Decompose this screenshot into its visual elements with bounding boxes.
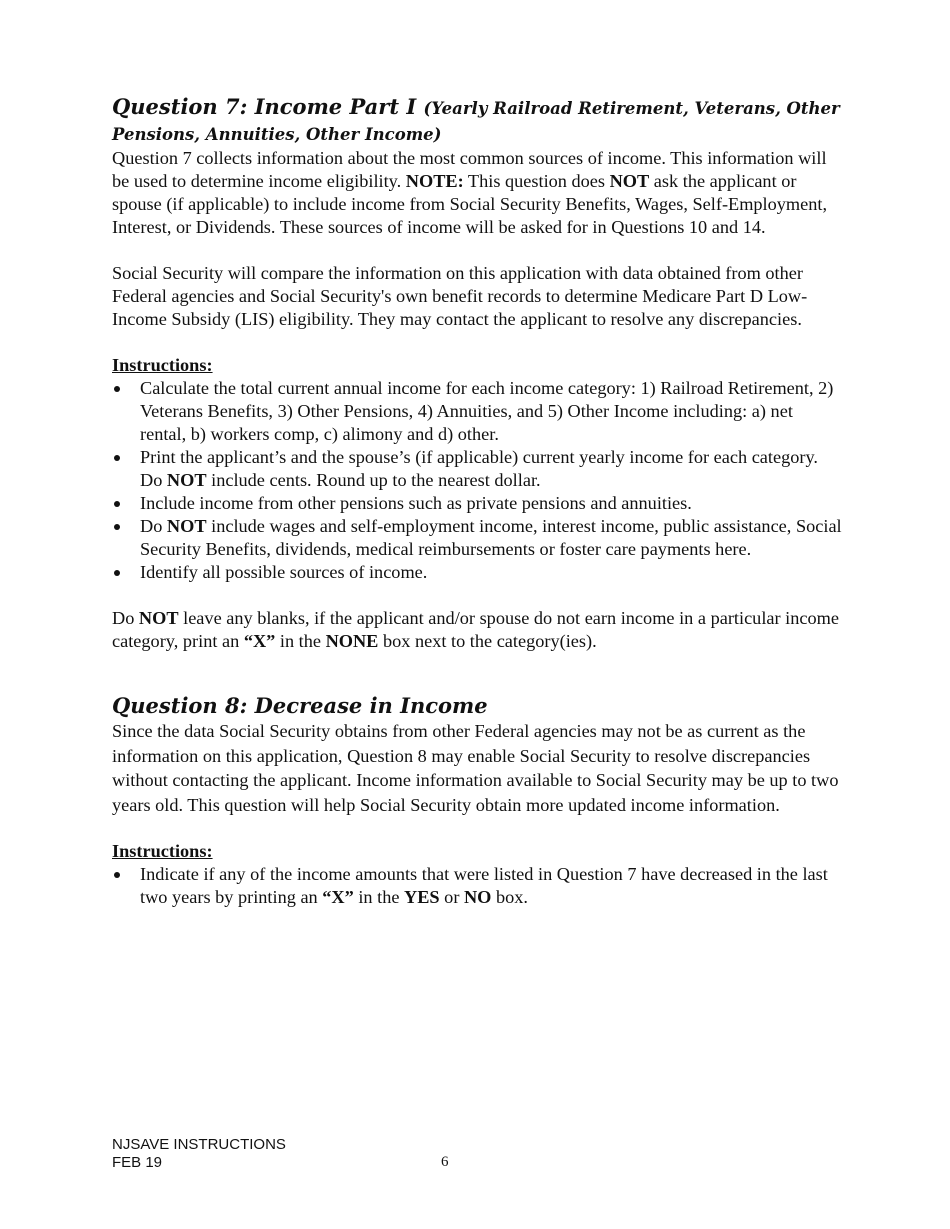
question-7-instructions-list — [112, 377, 842, 584]
footer-title: NJSAVE INSTRUCTIONS — [112, 1136, 286, 1153]
list-item: Calculate the total current annual income for each income category: 1) Railroad Retirement, 2) Veterans Benefits, 3) Other Pensions, 4) Annuities, and 5) Other Income including: a) net rental, b) workers comp, c) alimony and d) other. — [112, 377, 842, 446]
page-footer — [112, 1136, 286, 1172]
list-item: Do NOT include wages and self-employment income, interest income, public assistance, Social Security Benefits, dividends, medical reimbursements or foster care payments here. — [112, 515, 842, 561]
list-item: Include income from other pensions such as private pensions and annuities. — [112, 492, 842, 515]
list-item: Identify all possible sources of income. — [112, 561, 842, 584]
question-8-instructions-list — [112, 863, 842, 909]
question-7-subtitle: (Yearly Railroad Retirement, Veterans, Other Pensions, Annuities, Other Income) — [112, 99, 840, 144]
question-7-comparison-paragraph: Social Security will compare the information on this application with data obtained from other Federal agencies and Social Security's own benefit records to determine Medicare Part D Low-Income Subsidy (LIS) eligibility. They may contact the applicant to resolve any discrepancies. — [112, 263, 808, 329]
question-7-title: Question 7: Income Part I — [112, 94, 417, 119]
question-8-instructions-heading: Instructions: — [112, 841, 213, 861]
list-item: Print the applicant’s and the spouse’s (if applicable) current yearly income for each category. Do NOT include cents. Round up to the nearest dollar. — [112, 446, 842, 492]
question-7-closing-paragraph: Do NOT leave any blanks, if the applicant and/or spouse do not earn income in a particular income category, print an “X” in the NONE box next to the category(ies). — [112, 608, 839, 651]
list-item: Indicate if any of the income amounts that were listed in Question 7 have decreased in the last two years by printing an “X” in the YES or NO box. — [112, 863, 842, 909]
question-8-paragraph: Since the data Social Security obtains from other Federal agencies may not be as current as the information on this application, Question 8 may enable Social Security to resolve discrepancies without contacting the applicant. Income information available to Social Security may be up to two years old. This question will help Social Security obtain more updated income information. — [112, 721, 839, 815]
footer-date: FEB 19 — [112, 1154, 163, 1171]
page-content — [112, 95, 842, 909]
question-7-intro-paragraph: Question 7 collects information about the most common sources of income. This information will be used to determine income eligibility. NOTE: This question does NOT ask the applicant or spouse (if applicable) to include income from Social Security Benefits, Wages, Self-Employment, Interest, or Dividends. These sources of income will be asked for in Questions 10 and 14. — [112, 148, 828, 237]
page-number: 6 — [441, 1154, 449, 1170]
question-7-instructions-heading: Instructions: — [112, 355, 213, 375]
question-8-heading: Question 8: Decrease in Income — [112, 693, 488, 718]
question-7-heading — [112, 95, 842, 147]
